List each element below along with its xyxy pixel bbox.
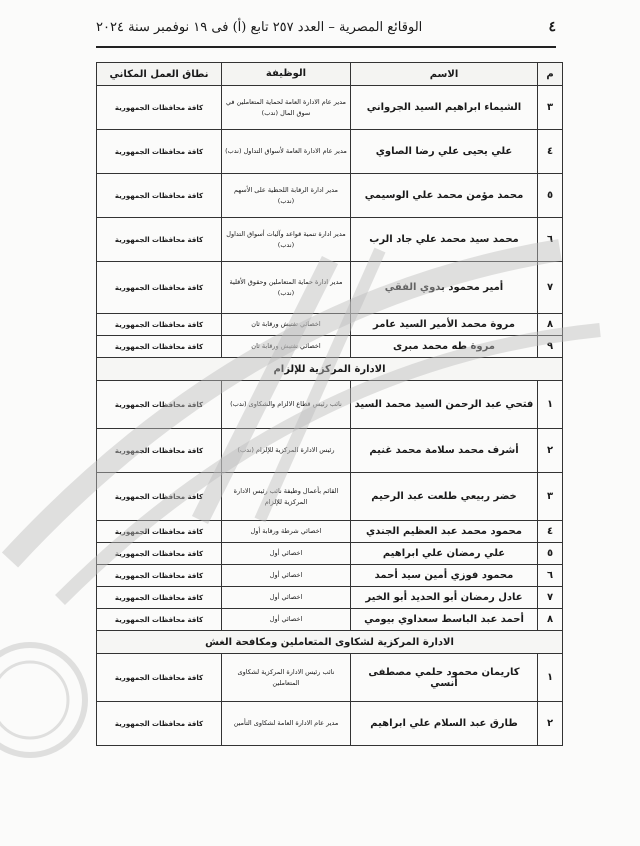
row-number: ٢ (538, 702, 563, 746)
job-title: نائب رئيس قطاع الالزام والشكاوى (ندب) (222, 381, 351, 429)
row-number: ٥ (538, 174, 563, 218)
job-title: اخصائي تفتيش ورقابة ثان (222, 314, 351, 336)
person-name: محمود محمد عبد العظيم الجندي (351, 521, 538, 543)
section-title: الادارة المركزية لشكاوى المتعاملين ومكافحة الغش (97, 631, 563, 654)
work-scope: كافة محافظات الجمهورية (97, 174, 222, 218)
row-number: ٣ (538, 86, 563, 130)
job-title: مدير عام الادارة العامة لشكاوى التأمين (222, 702, 351, 746)
job-title: اخصائي أول (222, 609, 351, 631)
person-name: الشيماء ابراهيم السيد الجرواني (351, 86, 538, 130)
table-row (97, 521, 563, 543)
job-title: مدير عام الادارة العامة لأسواق التداول (ندب) (222, 130, 351, 174)
table-row (97, 702, 563, 746)
person-name: فتحي عبد الرحمن السيد محمد السيد (351, 381, 538, 429)
table-row (97, 262, 563, 314)
person-name: محمد مؤمن محمد علي الوسيمي (351, 174, 538, 218)
job-title: القائم بأعمال وظيفة نائب رئيس الادارة المركزية للإلزام (222, 473, 351, 521)
section-row (97, 358, 563, 381)
work-scope: كافة محافظات الجمهورية (97, 86, 222, 130)
table-row (97, 429, 563, 473)
table-body (97, 86, 563, 746)
work-scope: كافة محافظات الجمهورية (97, 565, 222, 587)
appointments-table (96, 62, 563, 746)
table-header-row (97, 63, 563, 86)
row-number: ٦ (538, 218, 563, 262)
work-scope: كافة محافظات الجمهورية (97, 314, 222, 336)
gazette-title: الوقائع المصرية – العدد ٢٥٧ تابع (أ) فى ١٩ نوفمبر سنة ٢٠٢٤ (96, 19, 423, 35)
job-title: مدير ادارة الرقابة اللحظية على الأسهم (ندب) (222, 174, 351, 218)
job-title: مدير ادارة تنمية قواعد وآليات أسواق التداول (ندب) (222, 218, 351, 262)
person-name: أشرف محمد سلامة محمد غنيم (351, 429, 538, 473)
table-row (97, 654, 563, 702)
work-scope: كافة محافظات الجمهورية (97, 218, 222, 262)
column-header-number: م (538, 63, 563, 86)
row-number: ٧ (538, 262, 563, 314)
person-name: مروة محمد الأمير السيد عامر (351, 314, 538, 336)
person-name: مروة طه محمد مبرى (351, 336, 538, 358)
person-name: عادل رمضان أبو الحديد أبو الخير (351, 587, 538, 609)
table-row (97, 218, 563, 262)
work-scope: كافة محافظات الجمهورية (97, 702, 222, 746)
person-name: علي يحيى علي رضا الصاوي (351, 130, 538, 174)
person-name: كاريمان محمود حلمي مصطفى أنسي (351, 654, 538, 702)
table-row (97, 130, 563, 174)
table-row (97, 86, 563, 130)
job-title: اخصائي أول (222, 565, 351, 587)
column-header-job: الوظيفة (222, 63, 351, 86)
work-scope: كافة محافظات الجمهورية (97, 381, 222, 429)
work-scope: كافة محافظات الجمهورية (97, 130, 222, 174)
work-scope: كافة محافظات الجمهورية (97, 543, 222, 565)
job-title: اخصائي تفتيش ورقابة ثان (222, 336, 351, 358)
section-title: الادارة المركزية للإلزام (97, 358, 563, 381)
work-scope: كافة محافظات الجمهورية (97, 429, 222, 473)
person-name: محمود فوزي أمين سيد أحمد (351, 565, 538, 587)
section-row (97, 631, 563, 654)
work-scope: كافة محافظات الجمهورية (97, 587, 222, 609)
table-row (97, 314, 563, 336)
work-scope: كافة محافظات الجمهورية (97, 473, 222, 521)
row-number: ٣ (538, 473, 563, 521)
job-title: اخصائي شرطة ورقابة أول (222, 521, 351, 543)
row-number: ٥ (538, 543, 563, 565)
person-name: علي رمضان علي ابراهيم (351, 543, 538, 565)
table-row (97, 473, 563, 521)
header-rule (96, 46, 556, 48)
table-row (97, 336, 563, 358)
row-number: ٧ (538, 587, 563, 609)
job-title: مدير عام الادارة العامة لحماية المتعاملين في سوق المال (ندب) (222, 86, 351, 130)
person-name: أحمد عبد الباسط سعداوي بيومي (351, 609, 538, 631)
table-row (97, 543, 563, 565)
table-row (97, 587, 563, 609)
table-row (97, 174, 563, 218)
work-scope: كافة محافظات الجمهورية (97, 336, 222, 358)
row-number: ٢ (538, 429, 563, 473)
row-number: ٨ (538, 609, 563, 631)
table-row (97, 609, 563, 631)
row-number: ٦ (538, 565, 563, 587)
row-number: ٤ (538, 521, 563, 543)
job-title: رئيس الادارة المركزية للإلزام (ندب) (222, 429, 351, 473)
row-number: ٨ (538, 314, 563, 336)
job-title: مدير ادارة حماية المتعاملين وحقوق الأقلية (ندب) (222, 262, 351, 314)
column-header-name: الاسم (351, 63, 538, 86)
job-title: اخصائي أول (222, 543, 351, 565)
person-name: محمد سيد محمد علي جاد الرب (351, 218, 538, 262)
row-number: ٩ (538, 336, 563, 358)
person-name: أمير محمود بدوي الفقي (351, 262, 538, 314)
person-name: طارق عبد السلام علي ابراهيم (351, 702, 538, 746)
job-title: نائب رئيس الادارة المركزية لشكاوى المتعاملين (222, 654, 351, 702)
column-header-scope: نطاق العمل المكاني (97, 63, 222, 86)
row-number: ١ (538, 381, 563, 429)
person-name: خضر ربيعي طلعت عبد الرحيم (351, 473, 538, 521)
table-row (97, 565, 563, 587)
work-scope: كافة محافظات الجمهورية (97, 609, 222, 631)
row-number: ٤ (538, 130, 563, 174)
job-title: اخصائي أول (222, 587, 351, 609)
row-number: ١ (538, 654, 563, 702)
page-header (96, 12, 556, 42)
work-scope: كافة محافظات الجمهورية (97, 262, 222, 314)
work-scope: كافة محافظات الجمهورية (97, 521, 222, 543)
page-number: ٤ (548, 19, 556, 35)
table-row (97, 381, 563, 429)
work-scope: كافة محافظات الجمهورية (97, 654, 222, 702)
